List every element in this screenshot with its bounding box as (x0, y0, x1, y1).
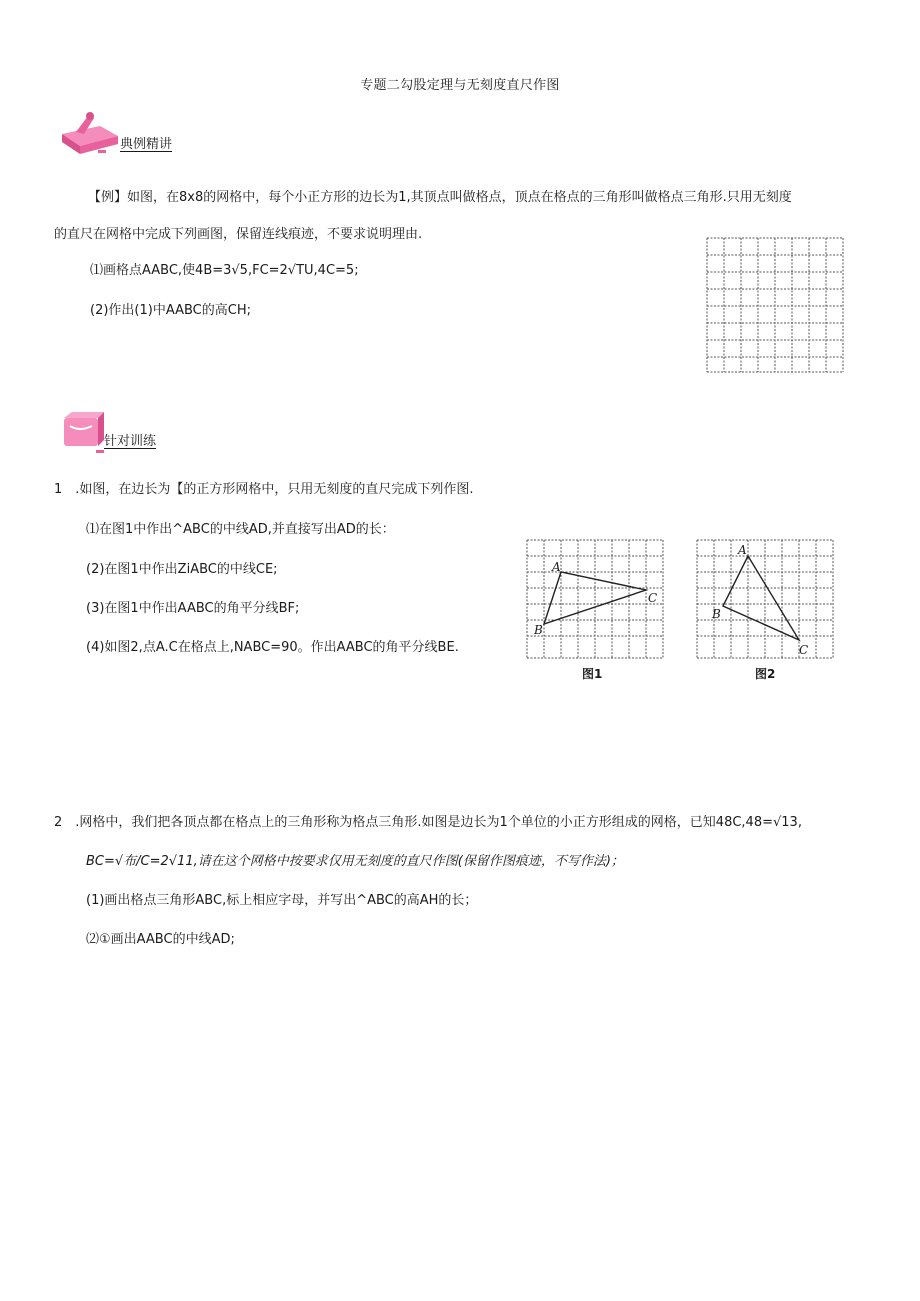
problem1-question-1: ⑴在图1中作出^ABC的中线AD,并直接写出AD的长： (86, 522, 395, 537)
problem1-intro: 1 .如图，在边长为【的正方形网格中，只用无刻度的直尺完成下列作图. (54, 482, 474, 497)
section-label-examples: 典例精讲 (120, 137, 173, 152)
figure-1-caption: 图1 (582, 667, 603, 681)
fig1-label-c: C (648, 591, 658, 605)
example-grid (705, 236, 845, 374)
problem1-question-4: (4)如图2,点A.C在格点上,NABC=90。作出AABC的角平分线BE. (86, 640, 459, 655)
problem1-question-3: (3)在图1中作出AABC的角平分线BF; (86, 601, 300, 616)
example-emblem-icon (58, 108, 124, 158)
example-paragraph-line1: 【例】如图，在8x8的网格中，每个小正方形的边长为1,其顶点叫做格点，顶点在格点的三角形叫做格点三角形.只用无刻度 (88, 190, 792, 205)
problem1-question-2: (2)在图1中作出ZiABC的中线CE; (86, 562, 278, 577)
problem2-question-1: (1)画出格点三角形ABC,标上相应字母，并写出^ABC的高AH的长； (86, 893, 478, 908)
figure-2 (695, 538, 835, 662)
fig2-label-a: A (738, 543, 747, 557)
figure-2-caption: 图2 (755, 667, 776, 681)
figure-1 (525, 538, 665, 662)
problem2-intro: 2 .网格中，我们把各顶点都在格点上的三角形称为格点三角形.如图是边长为1个单位的小正方形组成的网格，已知48C,48=√13, (54, 815, 802, 830)
fig1-label-b: B (534, 623, 543, 637)
example-question-1: ⑴画格点AABC,使4B=3√5,FC=2√TU,4C=5; (90, 263, 359, 278)
page-title: 专题二勾股定理与无刻度直尺作图 (360, 78, 560, 93)
problem2-given: BC=√布/C=2√11,请在这个网格中按要求仅用无刻度的直尺作图(保留作图痕迹，不写作法)； (86, 854, 624, 869)
fig1-label-a: A (552, 560, 561, 574)
fig2-label-c: C (799, 643, 809, 657)
fig2-label-b: B (712, 607, 721, 621)
fig2-triangle (723, 556, 799, 640)
example-paragraph-line2: 的直尺在网格中完成下列画图，保留连线痕迹，不要求说明理由. (54, 227, 423, 242)
problem2-question-2: ⑵①画出AABC的中线AD; (86, 932, 235, 947)
section-label-practice: 针对训练 (104, 434, 157, 449)
example-question-2: (2)作出(1)中AABC的高CH; (90, 303, 251, 318)
practice-emblem-icon (58, 408, 110, 458)
